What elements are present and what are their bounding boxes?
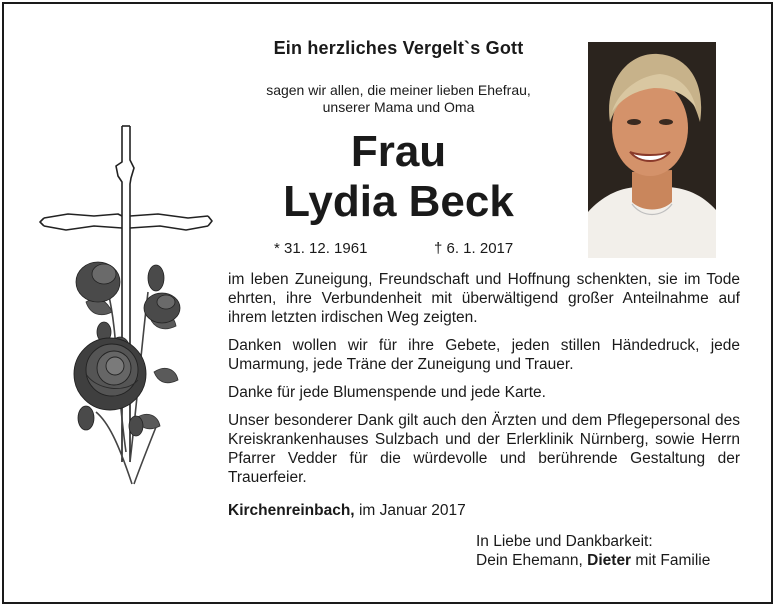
portrait-photo — [588, 42, 716, 258]
death-date: † 6. 1. 2017 — [434, 240, 514, 257]
birth-date: * 31. 12. 1961 — [274, 240, 368, 257]
date-text: im Januar 2017 — [358, 502, 466, 519]
signoff-prefix: Dein Ehemann, — [476, 552, 583, 569]
obituary-notice — [2, 2, 773, 604]
signoff — [476, 532, 710, 570]
place-date-line — [228, 502, 466, 520]
paragraph: Unser besonderer Dank gilt auch den Ärzten und dem Pflegepersonal des Kreiskrankenhauses Sulzbach und der Erlerklinik Nürnberg, sowie Herrn Pfarrer Vedder für die würdevolle und berührende Gestaltung der Trauerfeier. — [228, 412, 740, 486]
paragraph: Danke für jede Blumenspende und jede Karte. — [228, 384, 546, 401]
intro-text — [226, 82, 571, 116]
intro-line: unserer Mama und Oma — [322, 99, 475, 115]
cross-with-roses-icon — [38, 122, 214, 494]
intro-line: sagen wir allen, die meiner lieben Ehefrau, — [266, 82, 531, 98]
signoff-name: Dieter — [587, 552, 632, 569]
signoff-line: In Liebe und Dankbarkeit: — [476, 533, 653, 550]
thank-you-text — [228, 270, 740, 496]
place-name: Kirchenreinbach, — [228, 502, 355, 519]
paragraph: im leben Zuneigung, Freundschaft und Hoffnung schenkten, sie im Tode ehrten, ihre Verbundenheit mit überwältigend großer Anteilnahme auf ihrem letzten irdischen Weg zeigten. — [228, 271, 740, 326]
heading: Ein herzliches Vergelt`s Gott — [273, 38, 524, 58]
name-prefix: Frau — [350, 127, 447, 176]
signoff-names — [476, 551, 710, 570]
signoff-suffix: mit Familie — [635, 552, 711, 569]
deceased-name: Lydia Beck — [283, 177, 514, 226]
paragraph: Danken wollen wir für ihre Gebete, jeden stillen Händedruck, jede Umarmung, jede Träne der Zuneigung und Trauer. — [228, 337, 740, 373]
